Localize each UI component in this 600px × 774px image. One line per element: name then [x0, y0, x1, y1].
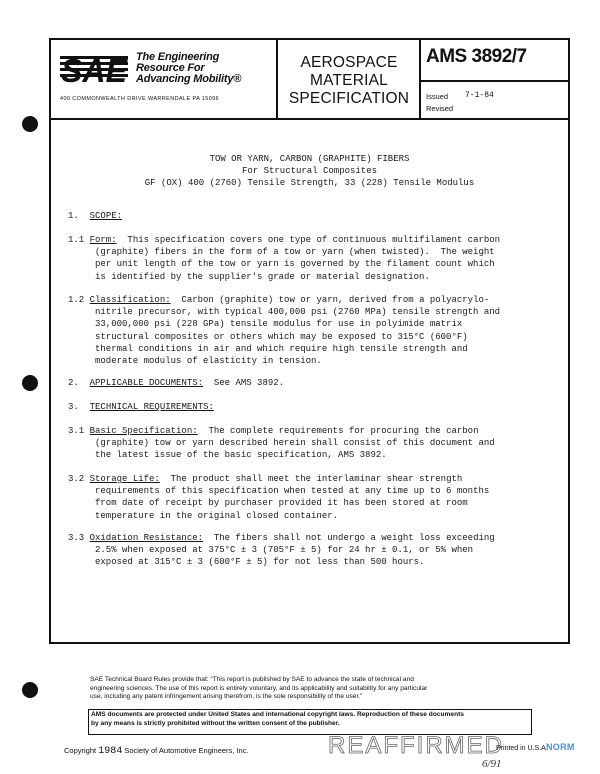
section-1: [68, 210, 122, 222]
spec-title: [279, 54, 419, 108]
notice-line: SAE Technical Board Rules provide that: “This report is published by SAE to advance the state of technical and: [90, 676, 414, 683]
sae-address: 400 COMMONWEALTH DRIVE WARRENDALE PA 15096: [60, 96, 220, 102]
paragraph-line: is identified by the supplier's grade or material designation.: [95, 271, 430, 282]
copyright-label: Copyright: [64, 746, 97, 755]
section-1-1: [68, 234, 500, 246]
section-number: 1.: [68, 211, 79, 221]
section-number: 1.1: [68, 235, 85, 245]
paragraph-line: The fibers shall not undergo a weight loss exceeding: [203, 533, 495, 543]
issued-date: 7-1-84: [465, 91, 494, 100]
section-3: [68, 401, 214, 413]
notice-line: AMS documents are protected under United States and international copyright laws. Reproduction of these documents: [91, 711, 464, 718]
board-rules-notice: [90, 676, 427, 702]
punch-hole: [22, 116, 38, 132]
section-2: [68, 377, 284, 389]
paragraph-line: per unit length of the tow or yarn is governed by the filament count which: [95, 259, 495, 270]
section-number: 3.1: [68, 426, 85, 436]
section-1-2: [68, 294, 489, 306]
section-heading: SCOPE:: [89, 211, 123, 221]
paragraph-line: Carbon (graphite) tow or yarn, derived from a polyacrylo-: [170, 295, 490, 305]
spec-title-line: MATERIAL: [310, 72, 388, 89]
section-heading: Form:: [89, 235, 117, 245]
reaffirmed-signature: 6/91: [482, 758, 502, 770]
paragraph-line: from date of receipt by purchaser provided it has been stored at room: [95, 498, 468, 509]
paragraph-line: See AMS 3892.: [203, 378, 285, 388]
notice-line: use, including any patent infringement arising therefrom, is the sole responsibility of the user.”: [90, 693, 363, 701]
printed-in-usa: Printed in U.S.A.: [496, 745, 548, 752]
doc-title-line1: TOW OR YARN, CARBON (GRAPHITE) FIBERS: [209, 154, 410, 164]
section-3-3: [68, 532, 495, 544]
paragraph-line: moderate modulus of elasticity in tension.: [95, 356, 322, 366]
section-heading: Storage Life:: [89, 474, 160, 484]
copyright-year: 1984: [98, 746, 123, 757]
section-heading: Basic Specification:: [89, 426, 198, 436]
spec-title-line: SPECIFICATION: [288, 90, 410, 107]
sae-logo-text: SAE: [61, 52, 128, 86]
section-3-2: [68, 473, 462, 485]
paragraph-line: temperature in the original closed container.: [95, 510, 339, 521]
copyright-line: [64, 746, 249, 757]
watermark: NORM: [546, 742, 575, 752]
paragraph-line: (graphite) fibers in the form of a tow or yarn (when twisted). The weight: [95, 247, 495, 258]
copyright-notice: [91, 711, 464, 728]
section-heading: Oxidation Resistance:: [89, 533, 204, 543]
reaffirmed-stamp: REAFFIRMED: [328, 732, 504, 759]
doc-title-line2: For Structural Composites: [241, 166, 378, 176]
copyright-org: Society of Automotive Engineers, Inc.: [124, 746, 249, 755]
section-number: 3.3: [68, 533, 85, 543]
header-divider: [49, 118, 570, 120]
paragraph-line: thermal conditions in air and which require high tensile strength and: [95, 343, 468, 354]
issued-label: Issued: [426, 92, 449, 101]
section-heading: Classification:: [89, 295, 171, 305]
section-number: 3.2: [68, 474, 85, 484]
tagline-line: Resource For: [136, 62, 205, 74]
paragraph-line: (graphite) tow or yarn described herein shall consist of this document and: [95, 438, 495, 449]
paragraph-line: The product shall meet the interlaminar shear strength: [159, 474, 463, 484]
paragraph-line: requirements of this specification when tested at any time up to 6 months: [95, 486, 490, 497]
section-heading: TECHNICAL REQUIREMENTS:: [89, 402, 214, 412]
paragraph-line: structural composites or others which may be exposed to 315°C (600°F): [95, 331, 468, 342]
sae-logo: [60, 52, 128, 86]
doc-number-divider: [421, 80, 570, 82]
paragraph-line: This specification covers one type of continuous multifilament carbon: [116, 235, 501, 245]
document-number: AMS 3892/7: [426, 46, 527, 67]
tagline-line: Advancing Mobility®: [136, 73, 242, 85]
notice-line: engineering sciences. The use of this report is entirely voluntary, and its applicability and suitability for any particular: [90, 684, 428, 692]
revised-label: Revised: [426, 104, 454, 113]
section-number: 3.: [68, 402, 79, 412]
tagline-line: The Engineering: [136, 51, 220, 63]
paragraph-line: The complete requirements for procuring the carbon: [197, 426, 479, 436]
sae-tagline: [136, 52, 241, 85]
doc-title-line3: GF (OX) 400 (2760) Tensile Strength, 33 (228) Tensile Modulus: [144, 178, 475, 188]
punch-hole: [22, 682, 38, 698]
section-3-1: [68, 425, 479, 437]
section-number: 1.2: [68, 295, 85, 305]
spec-title-line: AEROSPACE: [300, 54, 398, 71]
paragraph-line: the latest issue of the basic specification, AMS 3892.: [95, 450, 387, 461]
section-heading: APPLICABLE DOCUMENTS:: [89, 378, 204, 388]
header-divider-left: [276, 38, 278, 118]
paragraph-line: 2.5% when exposed at 375°C ± 3 (705°F ± 5) for 24 hr ± 0.1, or 5% when: [95, 545, 474, 556]
paragraph-line: exposed at 315°C ± 3 (600°F ± 5) for not less than 500 hours.: [95, 557, 425, 568]
paragraph-line: nitrile precursor, with typical 400,000 psi (2760 MPa) tensile strength and: [95, 307, 501, 318]
notice-line: by any means is strictly prohibited without the written consent of the publisher.: [91, 719, 340, 727]
header-divider-right: [419, 38, 421, 118]
section-number: 2.: [68, 378, 79, 388]
punch-hole: [22, 375, 38, 391]
paragraph-line: 33,000,000 psi (228 GPa) tensile modulus for use in polyimide matrix: [95, 319, 463, 330]
